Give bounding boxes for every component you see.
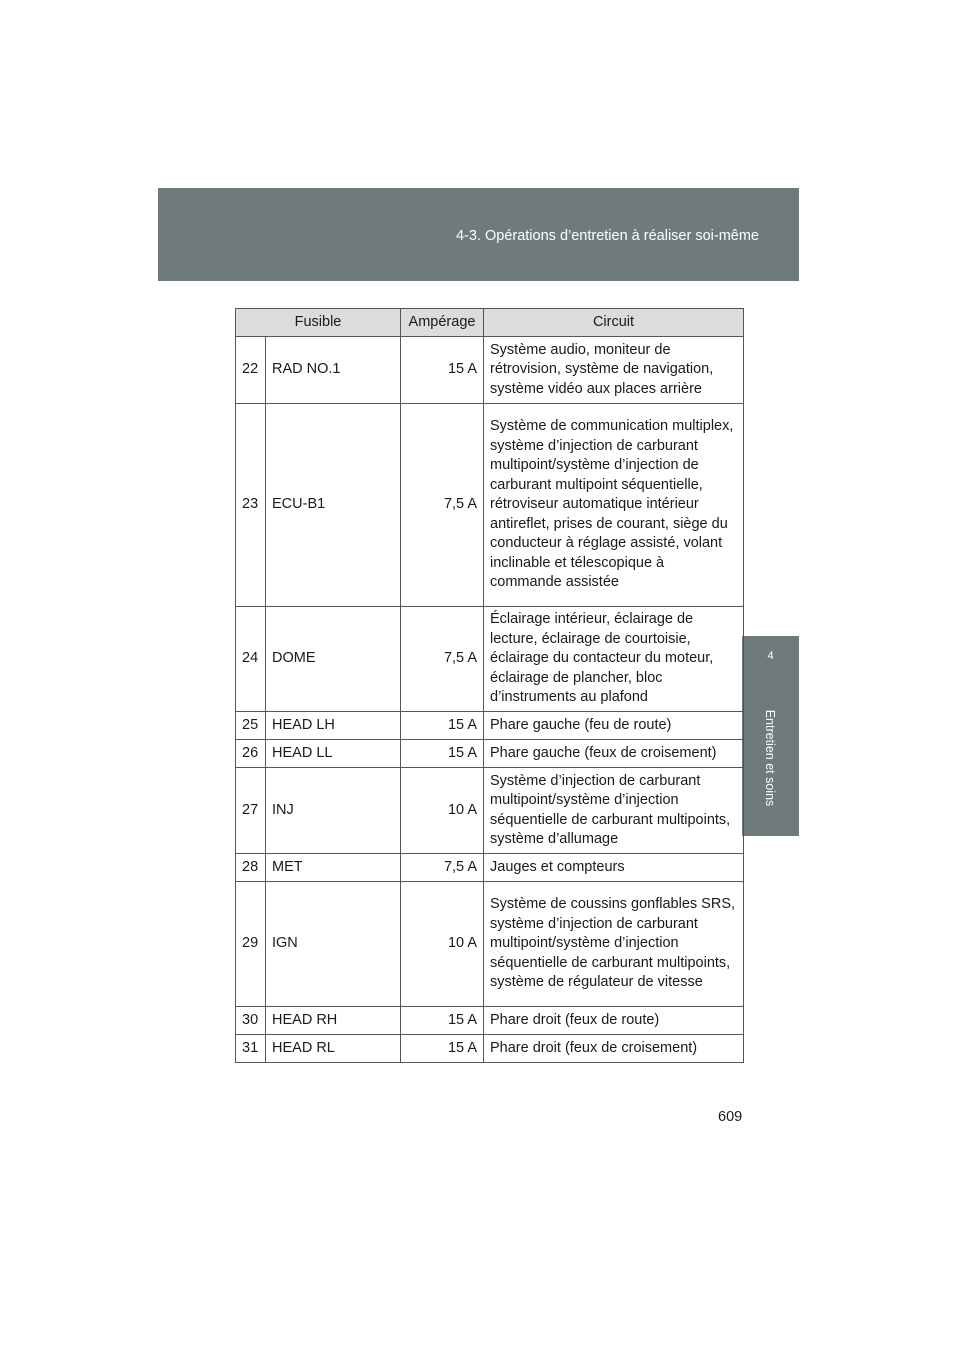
fuse-circuit: Phare gauche (feu de route) bbox=[484, 712, 744, 740]
fuse-number: 22 bbox=[236, 337, 266, 404]
fuse-name: DOME bbox=[266, 607, 401, 712]
header-circuit: Circuit bbox=[484, 309, 744, 337]
chapter-label: Entretien et soins bbox=[763, 709, 777, 807]
table-row bbox=[236, 712, 744, 740]
fuse-amperage: 15 A bbox=[401, 712, 484, 740]
fuse-number: 25 bbox=[236, 712, 266, 740]
fuse-number: 31 bbox=[236, 1035, 266, 1063]
header-fusible: Fusible bbox=[236, 309, 401, 337]
fuse-amperage: 7,5 A bbox=[401, 404, 484, 607]
fuse-circuit: Système d’injection de carburant multipoint/système d’injection séquentielle de carburant multipoints, système d’allumage bbox=[484, 768, 744, 854]
fuse-circuit: Phare droit (feux de croisement) bbox=[484, 1035, 744, 1063]
table-header-row bbox=[236, 309, 744, 337]
fuse-circuit: Système audio, moniteur de rétrovision, système de navigation, système vidéo aux places arrière bbox=[484, 337, 744, 404]
fuse-number: 23 bbox=[236, 404, 266, 607]
fuse-number: 30 bbox=[236, 1007, 266, 1035]
fuse-name: IGN bbox=[266, 882, 401, 1007]
fuse-circuit: Phare gauche (feux de croisement) bbox=[484, 740, 744, 768]
fuse-circuit: Jauges et compteurs bbox=[484, 854, 744, 882]
header-band bbox=[158, 188, 799, 281]
fuse-name: RAD NO.1 bbox=[266, 337, 401, 404]
fuse-amperage: 7,5 A bbox=[401, 607, 484, 712]
fuse-amperage: 15 A bbox=[401, 1007, 484, 1035]
table-row bbox=[236, 337, 744, 404]
fuse-name: HEAD LH bbox=[266, 712, 401, 740]
fuse-number: 24 bbox=[236, 607, 266, 712]
fuse-amperage: 7,5 A bbox=[401, 854, 484, 882]
fuse-circuit: Phare droit (feux de route) bbox=[484, 1007, 744, 1035]
fuse-amperage: 10 A bbox=[401, 882, 484, 1007]
fuse-circuit: Système de communication multiplex, système d’injection de carburant multipoint/système d’injection de carburant multipoint séquentielle, rétroviseur automatique intérieur antireflet, prises de courant, siège du conducteur à réglage assisté, volant inclinable et télescopique à commande assistée bbox=[484, 404, 744, 607]
table-row bbox=[236, 854, 744, 882]
page-number: 609 bbox=[718, 1109, 743, 1125]
fuse-number: 26 bbox=[236, 740, 266, 768]
fuse-number: 27 bbox=[236, 768, 266, 854]
table-row bbox=[236, 740, 744, 768]
fuse-name: MET bbox=[266, 854, 401, 882]
fuse-name: ECU-B1 bbox=[266, 404, 401, 607]
fuse-table bbox=[235, 308, 744, 1063]
fuse-number: 29 bbox=[236, 882, 266, 1007]
fuse-circuit: Système de coussins gonflables SRS, système d’injection de carburant multipoint/système d’injection séquentielle de carburant multipoints, système de régulateur de vitesse bbox=[484, 882, 744, 1007]
table-row bbox=[236, 768, 744, 854]
header-amperage: Ampérage bbox=[401, 309, 484, 337]
section-title: 4-3. Opérations d’entretien à réaliser soi-même bbox=[455, 228, 759, 244]
fuse-amperage: 15 A bbox=[401, 337, 484, 404]
table-row bbox=[236, 607, 744, 712]
fuse-amperage: 15 A bbox=[401, 740, 484, 768]
fuse-amperage: 15 A bbox=[401, 1035, 484, 1063]
table-row bbox=[236, 1007, 744, 1035]
chapter-side-tab bbox=[742, 636, 799, 836]
chapter-number: 4 bbox=[767, 650, 774, 662]
fuse-name: HEAD LL bbox=[266, 740, 401, 768]
fuse-name: HEAD RH bbox=[266, 1007, 401, 1035]
fuse-name: INJ bbox=[266, 768, 401, 854]
fuse-amperage: 10 A bbox=[401, 768, 484, 854]
fuse-circuit: Éclairage intérieur, éclairage de lecture, éclairage de courtoisie, éclairage du contacteur du moteur, éclairage de plancher, bloc d’instruments au plafond bbox=[484, 607, 744, 712]
table-row bbox=[236, 882, 744, 1007]
fuse-name: HEAD RL bbox=[266, 1035, 401, 1063]
table-row bbox=[236, 404, 744, 607]
fuse-number: 28 bbox=[236, 854, 266, 882]
table-row bbox=[236, 1035, 744, 1063]
